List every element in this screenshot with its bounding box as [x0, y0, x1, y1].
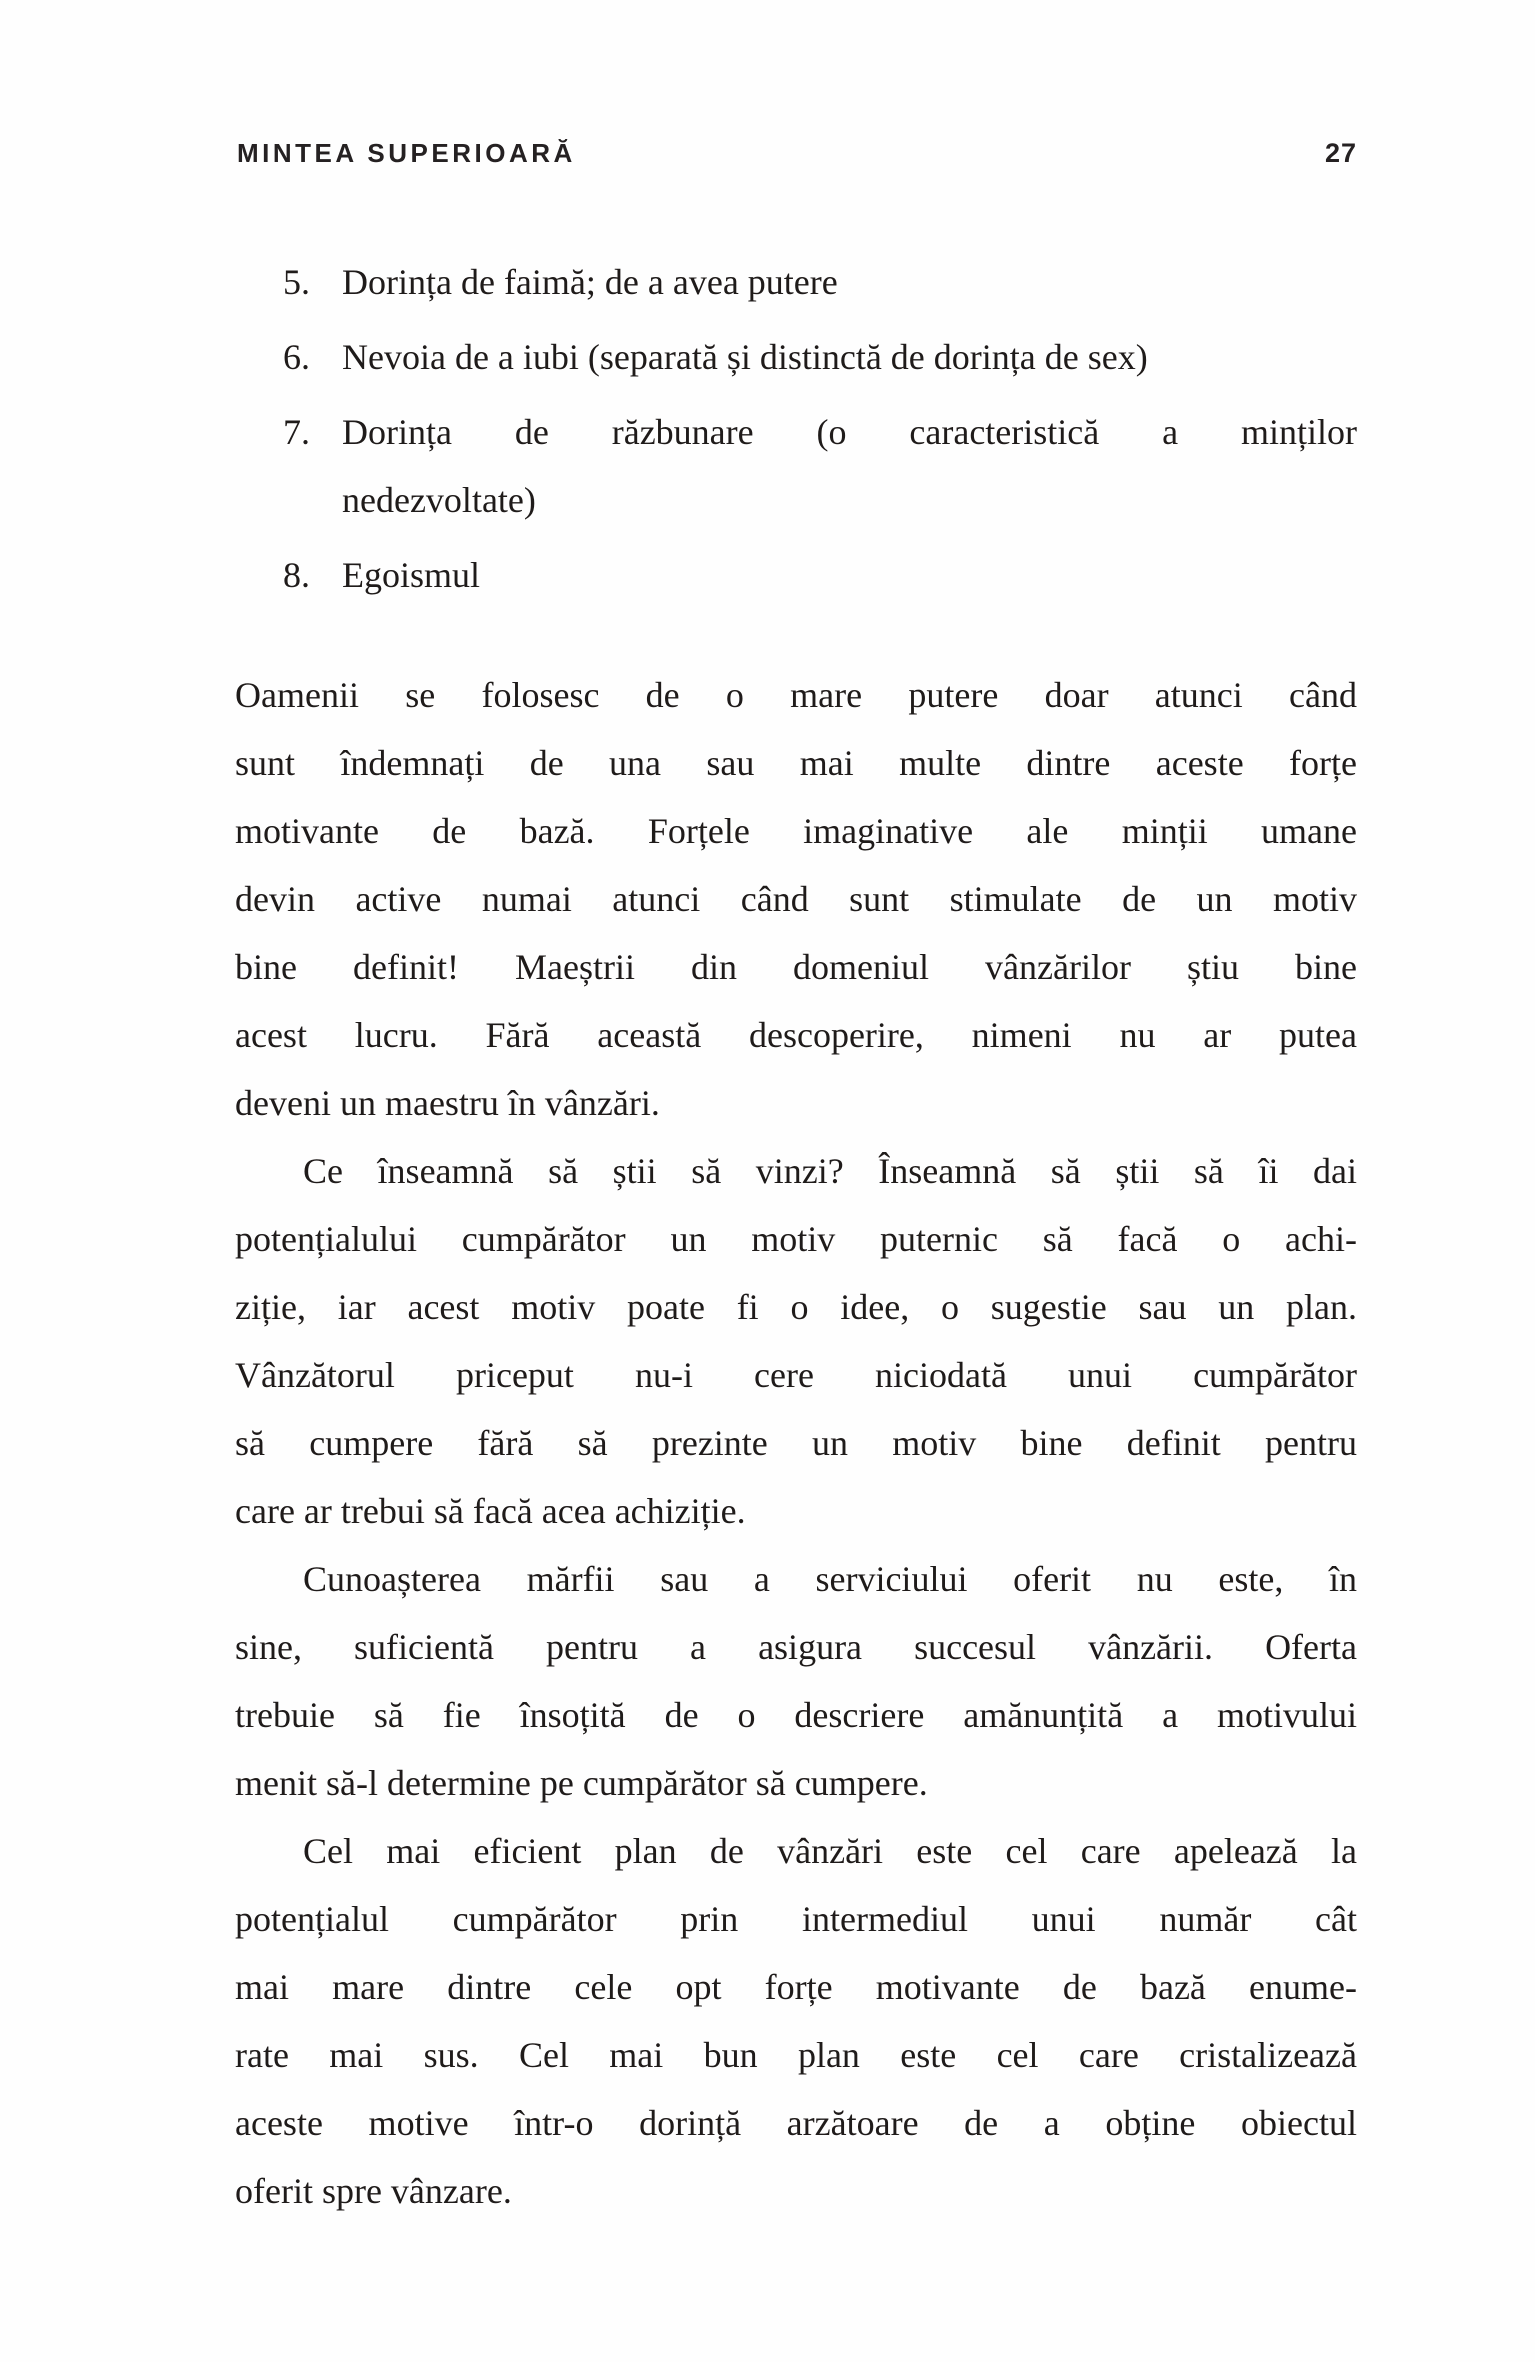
- list-item-number: 6.: [283, 337, 310, 377]
- paragraph-line: oferit spre vânzare.: [235, 2171, 512, 2211]
- paragraph-line: Cel mai eficient plan de vânzări este cel care apelează la: [303, 1831, 1357, 1871]
- list-item: [235, 248, 1357, 316]
- list-item: [235, 541, 1357, 609]
- paragraph-line: bine definit! Maeștrii din domeniul vânzărilor știu bine: [235, 947, 1357, 987]
- paragraph-line: care ar trebui să facă acea achiziție.: [235, 1491, 746, 1531]
- running-header: [237, 138, 1357, 169]
- paragraph: [235, 1817, 1357, 2225]
- list-item-line: nedezvoltate): [342, 480, 536, 520]
- paragraph: [235, 1137, 1357, 1545]
- list-item-number: 7.: [283, 412, 310, 452]
- paragraph-line: aceste motive într-o dorință arzătoare de a obține obiectul: [235, 2103, 1357, 2143]
- paragraph-line: acest lucru. Fără această descoperire, nimeni nu ar putea: [235, 1015, 1357, 1055]
- paragraph-line: deveni un maestru în vânzări.: [235, 1083, 660, 1123]
- paragraph-line: potențialului cumpărător un motiv puternic să facă o achi-: [235, 1219, 1357, 1259]
- page-number: 27: [1324, 138, 1357, 168]
- list-item: [235, 323, 1357, 391]
- list-item-line: Egoismul: [342, 555, 481, 595]
- paragraph-line: rate mai sus. Cel mai bun plan este cel care cristalizează: [235, 2035, 1357, 2075]
- list-item-line: Dorința de faimă; de a avea putere: [342, 262, 838, 302]
- list-item-line: Nevoia de a iubi (separată și distinctă de dorința de sex): [342, 337, 1148, 377]
- paragraph-line: motivante de bază. Forțele imaginative ale minții umane: [235, 811, 1357, 851]
- page-content: [235, 248, 1357, 2225]
- body-text: [235, 661, 1357, 2225]
- paragraph-line: sunt îndemnați de una sau mai multe dintre aceste forțe: [235, 743, 1357, 783]
- paragraph: [235, 661, 1357, 1137]
- paragraph: [235, 1545, 1357, 1817]
- list-item-number: 8.: [283, 555, 310, 595]
- paragraph-line: Cunoașterea mărfii sau a serviciului oferit nu este, în: [303, 1559, 1357, 1599]
- paragraph-line: să cumpere fără să prezinte un motiv bine definit pentru: [235, 1423, 1357, 1463]
- paragraph-line: mai mare dintre cele opt forțe motivante de bază enume-: [235, 1967, 1357, 2007]
- paragraph-line: devin active numai atunci când sunt stimulate de un motiv: [235, 879, 1357, 919]
- paragraph-line: menit să-l determine pe cumpărător să cumpere.: [235, 1763, 928, 1803]
- paragraph-line: Oamenii se folosesc de o mare putere doar atunci când: [235, 675, 1357, 715]
- paragraph-line: trebuie să fie însoțită de o descriere amănunțită a motivului: [235, 1695, 1357, 1735]
- list-item: [235, 398, 1357, 534]
- paragraph-line: Ce înseamnă să știi să vinzi? Înseamnă să știi să îi dai: [303, 1151, 1357, 1191]
- running-title: MINTEA SUPERIOARĂ: [237, 138, 576, 168]
- motive-list: [235, 248, 1357, 609]
- list-item-line: Dorința de răzbunare (o caracteristică a minților: [342, 412, 1357, 452]
- paragraph-line: potențialul cumpărător prin intermediul unui număr cât: [235, 1899, 1357, 1939]
- paragraph-line: sine, suficientă pentru a asigura succesul vânzării. Oferta: [235, 1627, 1357, 1667]
- paragraph-line: Vânzătorul priceput nu-i cere niciodată unui cumpărător: [235, 1355, 1357, 1395]
- list-item-number: 5.: [283, 262, 310, 302]
- paragraph-line: ziție, iar acest motiv poate fi o idee, o sugestie sau un plan.: [235, 1287, 1357, 1327]
